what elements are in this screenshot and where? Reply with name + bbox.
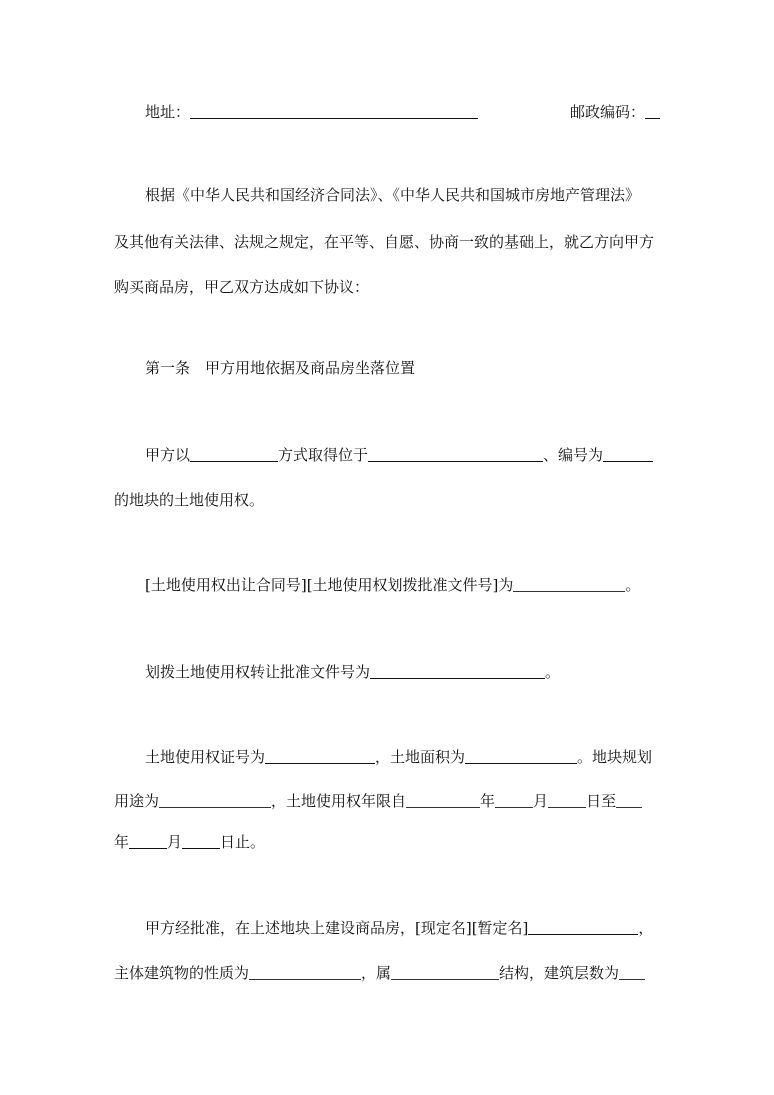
acquisition-method-blank[interactable] (190, 460, 278, 462)
para-4-l2-day-to: 日至 (586, 792, 617, 810)
structure-blank[interactable] (391, 978, 499, 980)
preamble-line-3: 购买商品房，甲乙双方达成如下协议： (114, 278, 370, 296)
para-4-line-1 (145, 747, 652, 767)
floors-blank[interactable] (619, 978, 645, 980)
para-5-text-1: 甲方经批准，在上述地块上建设商品房，[现定名][暂定名] (145, 919, 529, 937)
land-use-blank[interactable] (159, 806, 271, 808)
para-4-text-2: ，土地面积为 (375, 748, 466, 766)
parcel-number-blank[interactable] (603, 460, 653, 462)
para-2-end: 。 (625, 576, 641, 594)
para-5-line-1 (145, 918, 653, 938)
start-day-blank[interactable] (548, 806, 586, 808)
para-4-l2-year: 年 (480, 792, 496, 810)
end-year-blank-part[interactable] (616, 806, 642, 808)
building-name-blank[interactable] (528, 933, 638, 935)
land-area-blank[interactable] (465, 762, 577, 764)
para-4-l2-month: 月 (533, 792, 549, 810)
para-4-text-1: 土地使用权证号为 (145, 748, 266, 766)
postcode-label: 邮政编码： (570, 103, 646, 121)
para-5-l2-text-2: ，属 (361, 964, 392, 982)
start-month-blank[interactable] (495, 806, 533, 808)
para-1-line-1 (145, 445, 653, 465)
para-4-line-3 (114, 832, 265, 852)
transfer-approval-blank[interactable] (370, 677, 545, 679)
para-3-end: 。 (545, 663, 561, 681)
para-5-l2-text-3: 结构，建筑层数为 (499, 964, 620, 982)
building-nature-blank[interactable] (249, 978, 361, 980)
para-1-text-3: 、编号为 (543, 446, 604, 464)
certificate-number-blank[interactable] (265, 762, 375, 764)
article-1-heading: 第一条 甲方用地依据及商品房坐落位置 (145, 359, 416, 377)
postcode-group (570, 102, 660, 122)
preamble-line-1: 根据《中华人民共和国经济合同法》、《中华人民共和国城市房地产管理法》 (145, 186, 641, 204)
para-5-l2-text-1: 主体建筑物的性质为 (114, 964, 250, 982)
para-4-l2-text-1: 用途为 (114, 792, 160, 810)
para-2-text: [土地使用权出让合同号][土地使用权划拨批准文件号]为 (145, 576, 514, 594)
start-year-blank[interactable] (406, 806, 480, 808)
para-1-text-1: 甲方以 (145, 446, 191, 464)
end-month-blank[interactable] (129, 847, 167, 849)
address-label: 地址： (145, 103, 191, 121)
address-blank[interactable] (190, 117, 478, 119)
para-3-line (145, 662, 560, 682)
para-3-text: 划拨土地使用权转让批准文件号为 (145, 663, 371, 681)
para-2-line (145, 575, 640, 595)
postcode-blank[interactable] (645, 117, 660, 119)
para-4-text-3: 。地块规划 (577, 748, 653, 766)
contract-number-blank[interactable] (513, 590, 625, 592)
para-4-l3-end: 日止。 (220, 833, 266, 851)
para-4-l3-year: 年 (114, 833, 130, 851)
para-4-line-2 (114, 791, 642, 811)
para-4-l3-month: 月 (167, 833, 183, 851)
para-1-text-2: 方式取得位于 (278, 446, 369, 464)
para-4-l2-text-2: ，土地使用权年限自 (271, 792, 407, 810)
preamble-line-2: 及其他有关法律、法规之规定，在平等、自愿、协商一致的基础上，就乙方向甲方 (114, 233, 655, 251)
para-1-line-2: 的地块的土地使用权。 (114, 491, 265, 509)
end-day-blank[interactable] (182, 847, 220, 849)
para-5-text-1-end: ， (638, 919, 654, 937)
address-row (145, 102, 478, 122)
para-5-line-2 (114, 963, 645, 983)
location-blank[interactable] (368, 460, 543, 462)
